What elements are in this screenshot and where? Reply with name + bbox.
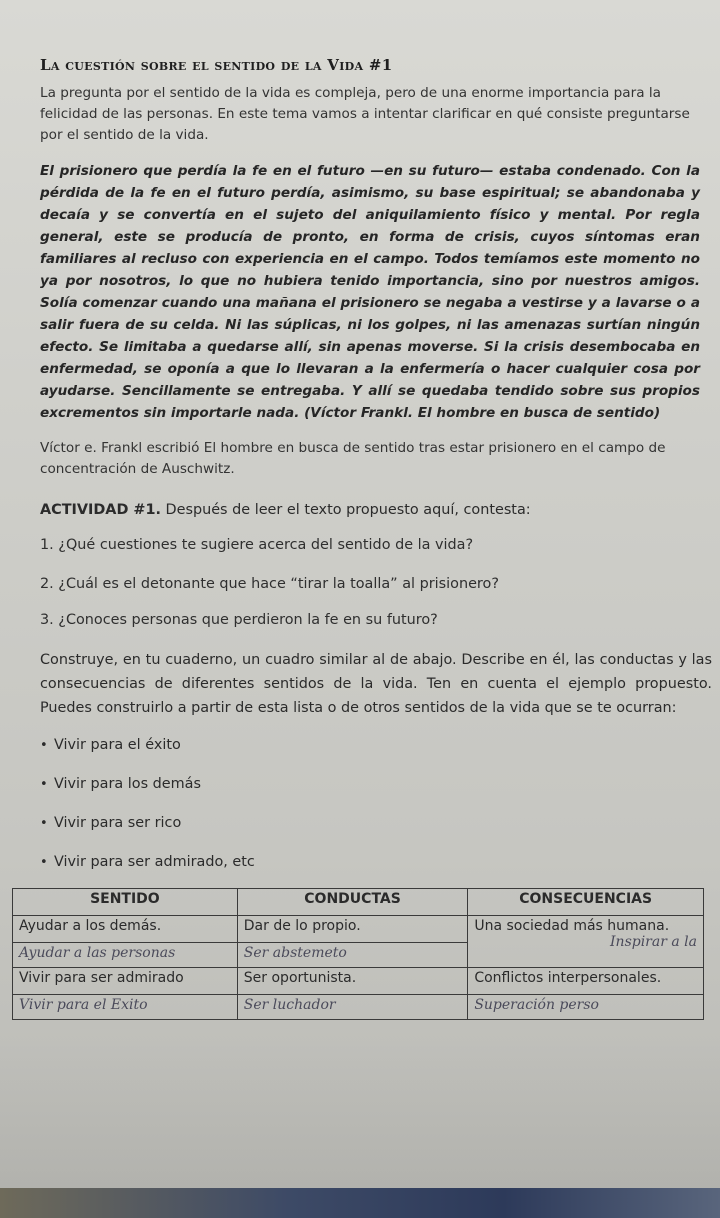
frankl-quote: El prisionero que perdía la fe en el futuro —en su futuro— estaba condenado. Con la pérdida de la fe en el futuro perdía, asimismo, su base espiritual; se abandonaba y decaía y se convertía en el sujeto del aniquilamiento físico y mental. Por regla general, este se producía de pronto, en forma de crisis, cuyos síntomas eran familiares al recluso con experiencia en el campo. Todos temíamos este momento no ya por nosotros, lo que no hubiera tenido importancia, sino por nuestros amigos. Solía comenzar cuando una mañana el prisionero se negaba a vestirse y a lavarse o a salir fuera de su celda. Ni las súplicas, ni los golpes, ni las amenazas surtían ningún efecto. Se limitaba a quedarse allí, sin apenas moverse. Si la crisis desembocaba en enfermedad, se oponía a que lo llevaran a la enfermería o hacer cualquier cosa por ayudarse. Sencillamente se entregaba. Y allí se quedaba tendido sobre sus propios excrementos sin importarle nada. (Víctor Frankl. El hombre en busca de sentido)	[40, 163, 700, 421]
table-cell: Dar de lo propio.	[237, 916, 468, 943]
handwritten-answer: Ser abstemeto	[237, 943, 468, 968]
table-row	[13, 968, 704, 995]
bullet-list	[40, 735, 255, 891]
handwritten-answer: Inspirar a la	[610, 934, 697, 950]
handwritten-answer: Ayudar a las personas	[13, 943, 238, 968]
construct-instructions: Construye, en tu cuaderno, un cuadro similar al de abajo. Describe en él, las conductas y las consecuencias de diferentes sentidos de la vida. Ten en cuenta el ejemplo propuesto. Puedes construirlo a partir de esta lista o de otros sentidos de la vida que se te ocurran:	[40, 652, 712, 716]
meaning-table	[12, 888, 704, 1020]
table-cell	[468, 916, 704, 968]
header-sentido: SENTIDO	[13, 889, 238, 916]
frankl-note: Víctor e. Frankl escribió El hombre en busca de sentido tras estar prisionero en el campo de concentración de Auschwitz.	[40, 440, 666, 477]
list-item: • Vivir para ser rico	[40, 813, 255, 852]
table-row	[13, 916, 704, 943]
table-row	[13, 995, 704, 1020]
activity-label: ACTIVIDAD #1.	[40, 502, 161, 518]
typed-consequence: Una sociedad más humana.	[474, 918, 670, 934]
intro-paragraph: La pregunta por el sentido de la vida es compleja, pero de una enorme importancia para la felicidad de las personas. En este tema vamos a intentar clarificar en qué consiste preguntarse por el sentido de la vida.	[40, 85, 690, 143]
activity-text: Después de leer el texto propuesto aquí, contesta:	[165, 502, 531, 518]
question-3: 3. ¿Conoces personas que perdieron la fe en su futuro?	[40, 612, 438, 628]
question-1: 1. ¿Qué cuestiones te sugiere acerca del sentido de la vida?	[40, 537, 474, 553]
list-item: • Vivir para ser admirado, etc	[40, 852, 255, 891]
header-consecuencias: CONSECUENCIAS	[468, 889, 704, 916]
list-item: • Vivir para los demás	[40, 774, 255, 813]
table-cell: Ser oportunista.	[237, 968, 468, 995]
handwritten-answer: Ser luchador	[237, 995, 468, 1020]
handwritten-answer: Vivir para el Exito	[13, 995, 238, 1020]
list-item: • Vivir para el éxito	[40, 735, 255, 774]
table-cell: Ayudar a los demás.	[13, 916, 238, 943]
header-conductas: CONDUCTAS	[237, 889, 468, 916]
question-2: 2. ¿Cuál es el detonante que hace “tirar la toalla” al prisionero?	[40, 576, 499, 592]
background-strip	[0, 1188, 720, 1218]
table-cell: Vivir para ser admirado	[13, 968, 238, 995]
table-header-row	[13, 889, 704, 916]
table-cell: Conflictos interpersonales.	[468, 968, 704, 995]
activity-heading	[40, 502, 531, 518]
handwritten-answer: Superación perso	[468, 995, 704, 1020]
page-title: La cuestión sobre el sentido de la Vida #1	[40, 56, 393, 74]
